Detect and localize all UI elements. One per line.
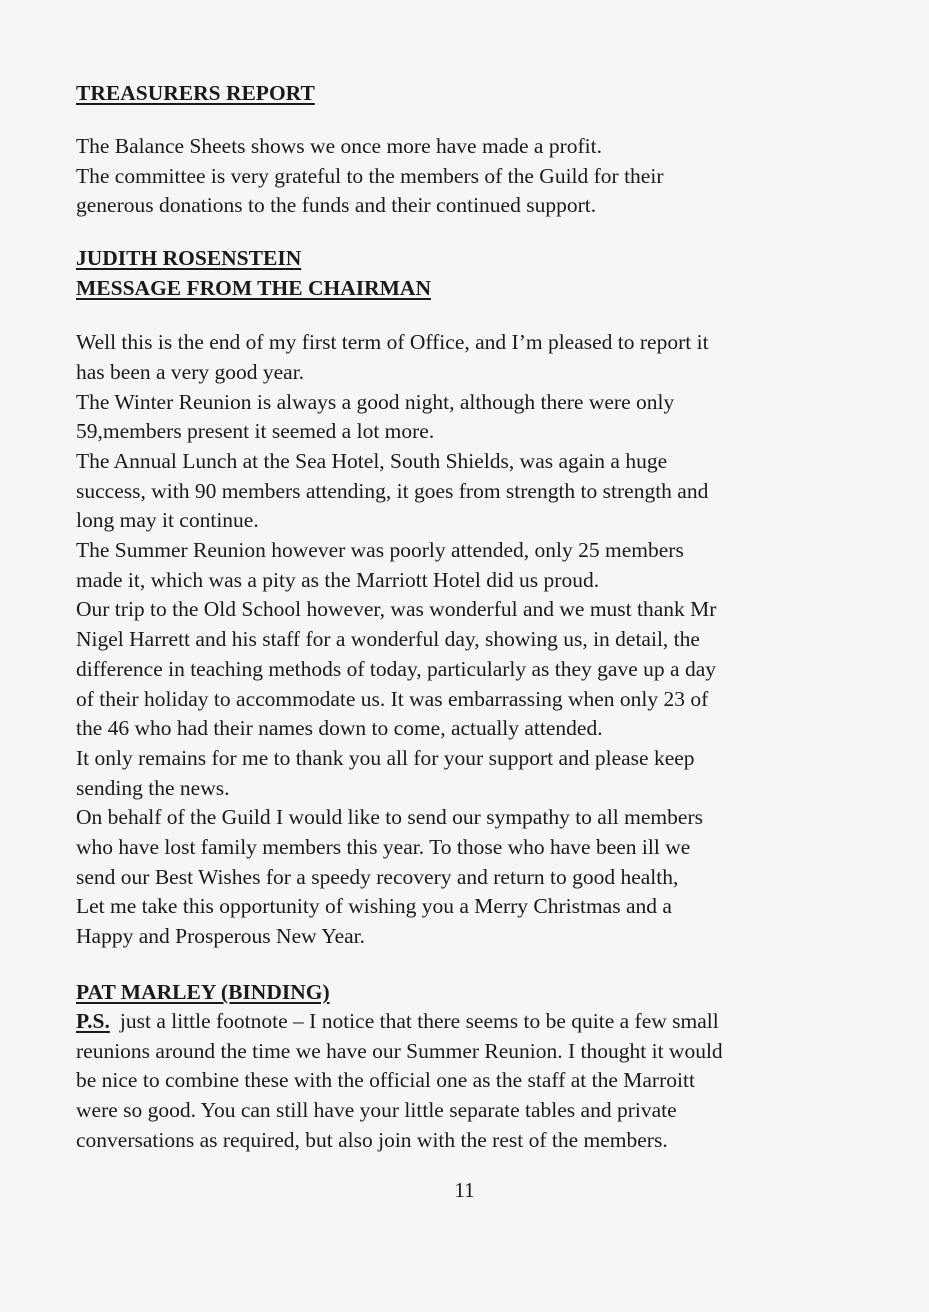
ps-line — [76, 1007, 876, 1037]
text-line: Well this is the end of my first term of Office, and I’m pleased to report it — [76, 330, 709, 355]
ps-label: P.S. — [76, 1008, 110, 1033]
text-line: Our trip to the Old School however, was wonderful and we must thank Mr — [76, 597, 717, 622]
chairman-message-section — [76, 243, 876, 952]
text-line: reunions around the time we have our Summer Reunion. I thought it would — [76, 1038, 723, 1063]
document-page — [76, 78, 876, 1155]
chairman-message-heading: MESSAGE FROM THE CHAIRMAN — [76, 276, 431, 301]
text-line: 59,members present it seemed a lot more. — [76, 419, 435, 444]
treasurers-report-text — [76, 132, 876, 221]
treasurers-report-heading: TREASURERS REPORT — [76, 81, 315, 105]
text-line: The Summer Reunion however was poorly attended, only 25 members — [76, 538, 684, 563]
text-line: On behalf of the Guild I would like to send our sympathy to all members — [76, 805, 703, 830]
text-line: The Annual Lunch at the Sea Hotel, South Shields, was again a huge — [76, 448, 668, 473]
text-line: Nigel Harrett and his staff for a wonderful day, showing us, in detail, the — [76, 627, 700, 652]
text-line: send our Best Wishes for a speedy recovery and return to good health, — [76, 864, 679, 889]
binding-heading: PAT MARLEY (BINDING) — [76, 979, 330, 1004]
text-line: be nice to combine these with the official one as the staff at the Marroitt — [76, 1068, 695, 1093]
text-line: long may it continue. — [76, 508, 259, 533]
text-line: Let me take this opportunity of wishing you a Merry Christmas and a — [76, 894, 672, 919]
chairman-message-text — [76, 328, 876, 952]
text-line: The committee is very grateful to the members of the Guild for their — [76, 163, 664, 188]
text-line: success, with 90 members attending, it goes from strength to strength and — [76, 478, 709, 503]
text-line: sending the news. — [76, 775, 230, 800]
text-line: the 46 who had their names down to come, actually attended. — [76, 716, 603, 741]
ps-first-line: just a little footnote – I notice that there seems to be quite a few small — [119, 1008, 719, 1033]
text-line: were so good. You can still have your little separate tables and private — [76, 1097, 677, 1122]
text-line: generous donations to the funds and their continued support. — [76, 193, 597, 218]
text-line: The Balance Sheets shows we once more have made a profit. — [76, 134, 602, 158]
treasurers-report-section — [76, 78, 876, 221]
text-line: has been a very good year. — [76, 359, 305, 384]
binding-section — [76, 977, 876, 1156]
text-line: conversations as required, but also join with the rest of the members. — [76, 1127, 668, 1152]
text-line: who have lost family members this year. To those who have been ill we — [76, 835, 691, 860]
binding-text — [76, 1007, 876, 1156]
text-line: made it, which was a pity as the Marriott Hotel did us proud. — [76, 567, 600, 592]
text-line: Happy and Prosperous New Year. — [76, 924, 366, 949]
text-line: of their holiday to accommodate us. It was embarrassing when only 23 of — [76, 686, 709, 711]
text-line: It only remains for me to thank you all for your support and please keep — [76, 745, 695, 770]
text-line: difference in teaching methods of today, particularly as they gave up a day — [76, 656, 716, 681]
chairman-name-heading: JUDITH ROSENSTEIN — [76, 246, 302, 271]
text-line: The Winter Reunion is always a good night, although there were only — [76, 389, 675, 414]
page-number: 11 — [454, 1178, 475, 1202]
